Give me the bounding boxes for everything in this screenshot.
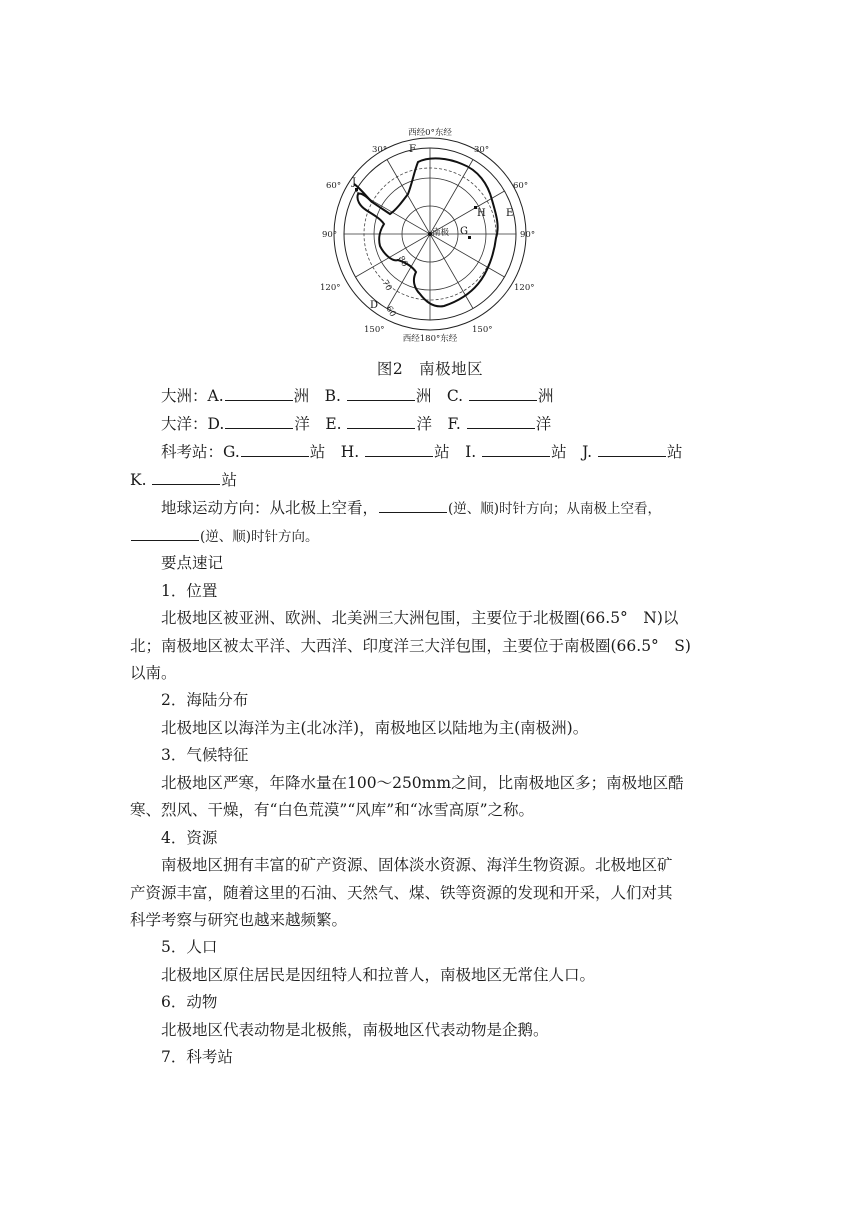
heading-population: 5．人口: [161, 938, 218, 956]
lon-label-w60: 60°: [326, 181, 342, 191]
heading-resources: 4．资源: [161, 829, 218, 847]
oceans-line: [161, 414, 551, 434]
stations-end: 站: [667, 443, 683, 461]
station-marker-g: [468, 236, 471, 239]
lat-label-80: 80: [395, 254, 410, 269]
para-climate-2: 寒、烈风、干燥，有“白色荒漠”“风库”和“冰雪高原”之称。: [130, 801, 535, 819]
lon-label-e90: 90°: [520, 230, 536, 240]
para-population: 北极地区原住居民是因纽特人和拉普人，南极地区无常住人口。: [161, 966, 596, 984]
blank-i[interactable]: [482, 442, 550, 457]
blank-h[interactable]: [365, 442, 433, 457]
continents-c: 洲 C.: [415, 387, 469, 405]
continents-prefix: 大洲：A.: [161, 387, 224, 405]
lat-label-70: 70: [379, 278, 394, 293]
lon-label-w120: 120°: [320, 283, 341, 293]
lon-label-e150: 150°: [472, 325, 493, 335]
heading-key-points: 要点速记: [161, 554, 224, 572]
letter-h: H: [477, 208, 486, 219]
continents-b: 洲 B.: [293, 387, 346, 405]
stations-i: 站 I.: [434, 443, 482, 461]
heading-location: 1．位置: [161, 582, 218, 600]
letter-g: G: [460, 226, 468, 237]
top-longitude-label: 西经0°东经: [408, 128, 452, 138]
lon-label-e120: 120°: [514, 283, 535, 293]
antarctic-map: [320, 122, 540, 344]
heading-land-sea: 2．海陆分布: [161, 691, 249, 709]
oceans-end: 洋: [535, 415, 552, 433]
motion-1-b: (逆、顺)时针方向；从南极上空看，: [448, 501, 662, 517]
blank-e[interactable]: [347, 414, 415, 429]
blank-j[interactable]: [598, 442, 666, 457]
stations-k-end: 站: [221, 471, 237, 489]
motion-line-1: [161, 498, 661, 519]
lon-label-w150: 150°: [364, 325, 385, 335]
blank-a[interactable]: [225, 386, 293, 401]
blank-g[interactable]: [241, 442, 309, 457]
para-resources-1: 南极地区拥有丰富的矿产资源、固体淡水资源、海洋生物资源。北极地区矿: [161, 856, 673, 874]
blank-d[interactable]: [225, 414, 293, 429]
para-animals: 北极地区代表动物是北极熊，南极地区代表动物是企鹅。: [161, 1021, 549, 1039]
blank-f[interactable]: [467, 414, 535, 429]
blank-c[interactable]: [469, 386, 537, 401]
letter-e: E: [506, 208, 514, 219]
bottom-longitude-label: 西经180°东经: [402, 334, 458, 344]
blank-k[interactable]: [152, 470, 220, 485]
oceans-e: 洋 E.: [294, 415, 347, 433]
blank-b[interactable]: [347, 386, 415, 401]
stations-j: 站 J.: [551, 443, 597, 461]
lat-label-60: 60: [383, 304, 398, 319]
oceans-f: 洋 F.: [416, 415, 466, 433]
blank-north-direction[interactable]: [379, 498, 447, 513]
stations-k-prefix: K.: [130, 471, 152, 489]
stations-k-line: [130, 470, 237, 490]
lon-label-w90: 90°: [322, 230, 338, 240]
motion-2-b: (逆、顺)时针方向。: [200, 529, 319, 545]
continents-line: [161, 386, 554, 406]
oceans-prefix: 大洋：D.: [161, 415, 225, 433]
blank-south-direction[interactable]: [131, 526, 199, 541]
letter-f: F: [409, 144, 416, 155]
motion-line-2: [130, 526, 319, 547]
para-location-1: 北极地区被亚洲、欧洲、北美洲三大洲包围，主要位于北极圈(66.5° N)以: [161, 609, 679, 627]
lon-label-e60: 60°: [513, 181, 529, 191]
station-marker-j: [355, 188, 358, 191]
heading-animals: 6．动物: [161, 993, 218, 1011]
para-location-2: 北；南极地区被太平洋、大西洋、印度洋三大洋包围，主要位于南极圈(66.5° S): [130, 637, 691, 655]
heading-stations: 7．科考站: [161, 1048, 233, 1066]
para-location-3: 以南。: [130, 664, 177, 682]
para-resources-3: 科学考察与研究也越来越频繁。: [130, 911, 348, 929]
motion-1-a: 地球运动方向：从北极上空看，: [161, 499, 379, 517]
para-climate-1: 北极地区严寒，年降水量在100～250mm之间，比南极地区多；南极地区酷: [161, 774, 684, 792]
stations-h: 站 H.: [309, 443, 365, 461]
figure-caption: 图2 南极地区: [376, 360, 484, 378]
para-resources-2: 产资源丰富，随着这里的石油、天然气、煤、铁等资源的发现和开采，人们对其: [130, 884, 673, 902]
stations-line: [161, 442, 683, 462]
pole-label: 南极: [432, 228, 450, 238]
lon-label-w30: 30°: [372, 145, 388, 155]
heading-climate: 3．气候特征: [161, 746, 249, 764]
stations-prefix: 科考站：G.: [161, 443, 240, 461]
antarctic-map-svg: [320, 122, 540, 344]
letter-d: D: [370, 300, 379, 311]
lon-label-e30: 30°: [474, 145, 490, 155]
continents-end: 洲: [538, 387, 554, 405]
letter-j: J: [352, 177, 357, 188]
para-land-sea: 北极地区以海洋为主(北冰洋)，南极地区以陆地为主(南极洲)。: [161, 719, 589, 737]
